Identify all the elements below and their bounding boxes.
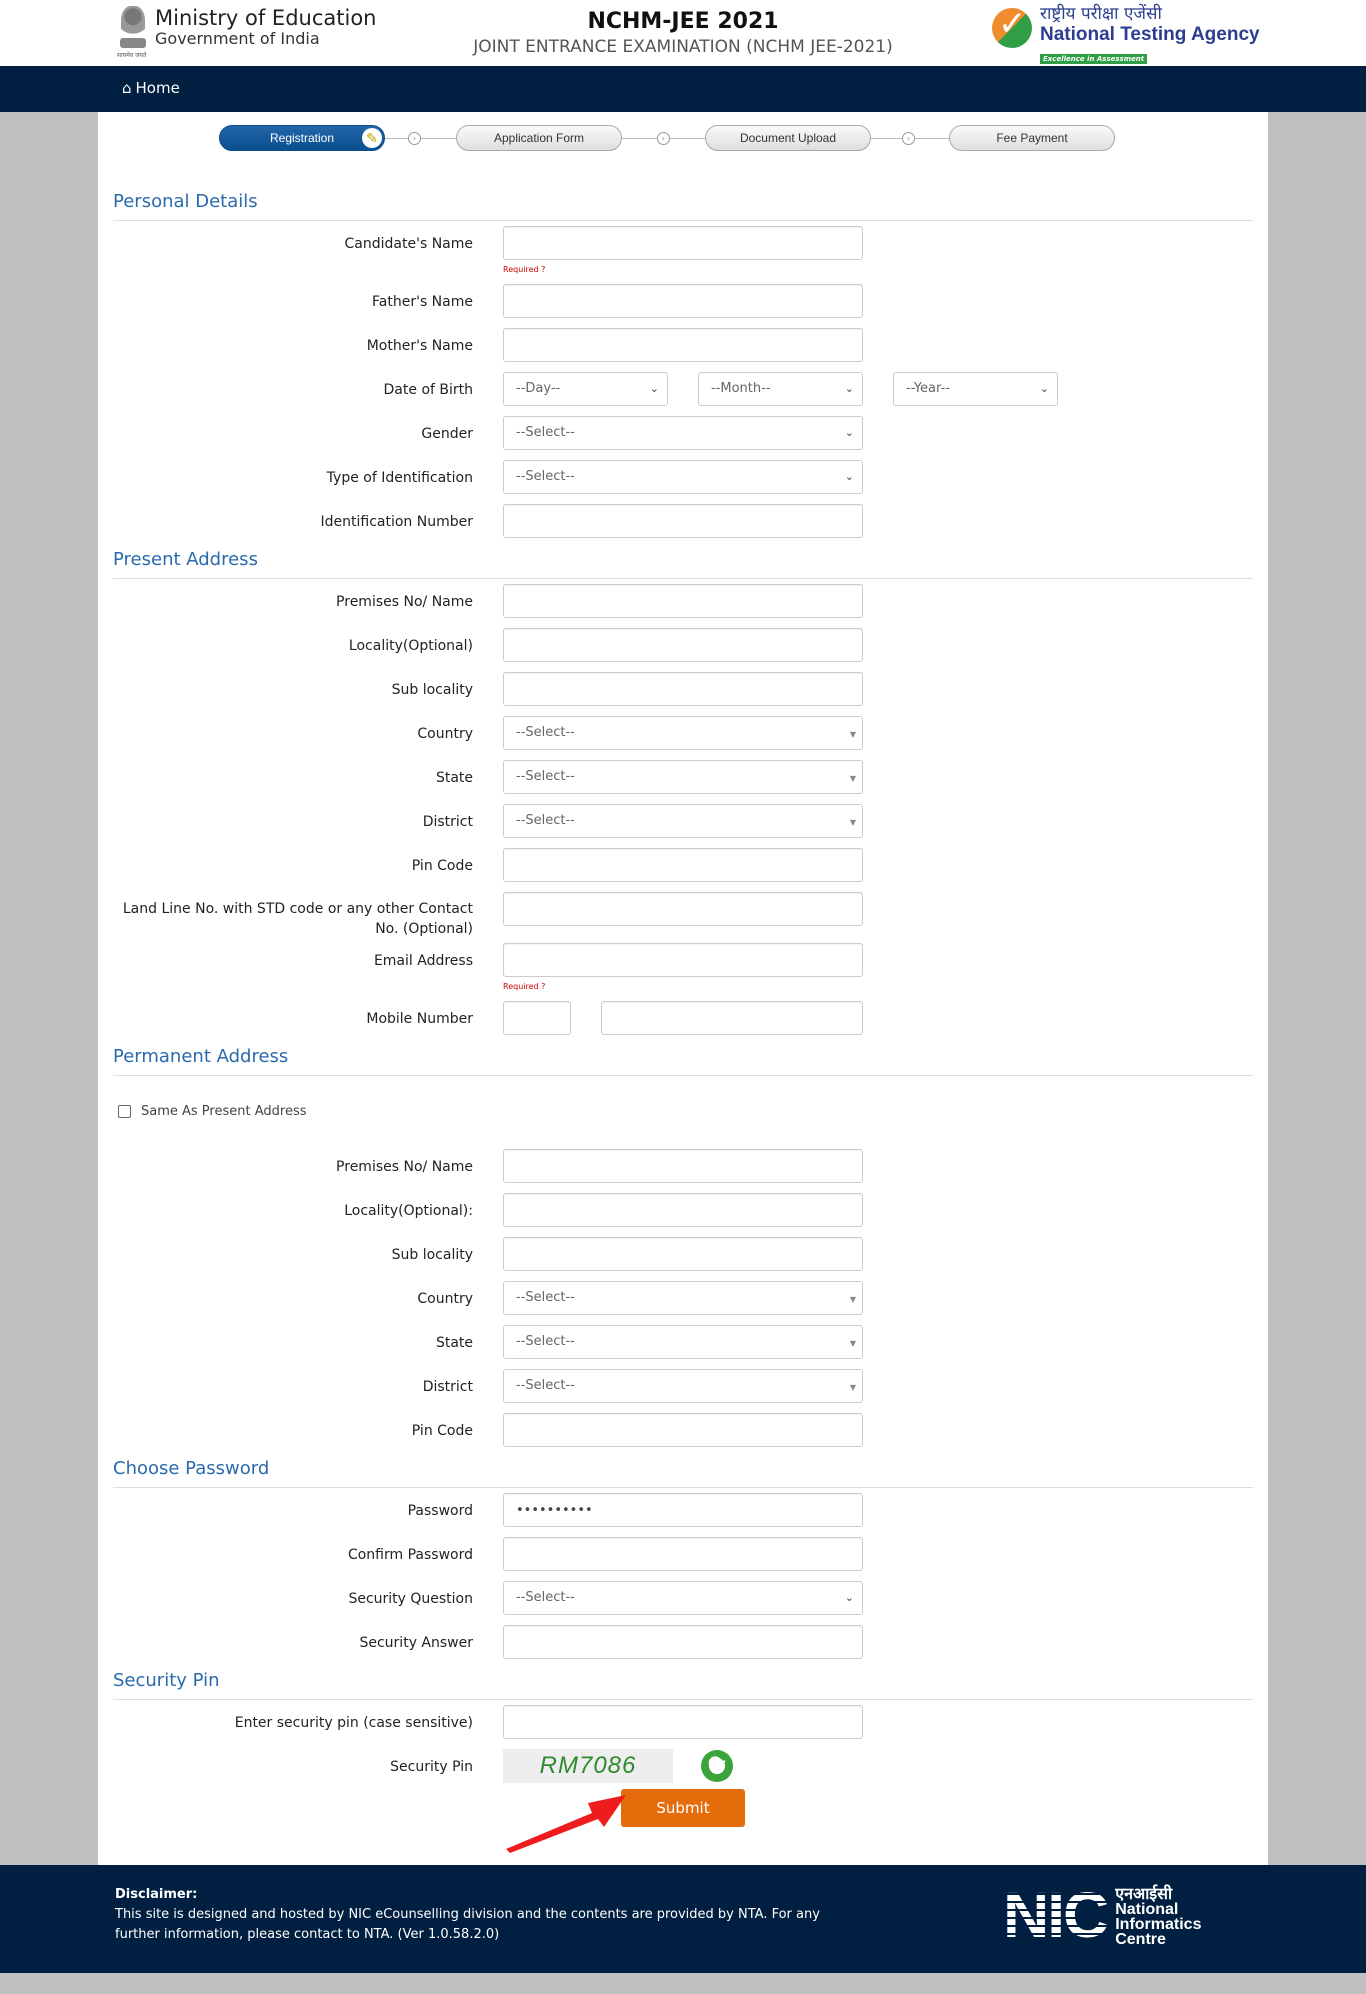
gender-value: --Select-- xyxy=(516,425,575,440)
email-required-msg: Required ? xyxy=(503,982,546,991)
enter-security-pin-label: Enter security pin (case sensitive) xyxy=(234,1715,473,1731)
disclaimer xyxy=(115,1885,835,1945)
father-name-label: Father's Name xyxy=(372,294,473,310)
form-row-permanent-state xyxy=(98,1325,1268,1359)
present-pin-label: Pin Code xyxy=(411,858,473,874)
form-row-dob xyxy=(98,372,1268,406)
chevron-down-icon: ⌄ xyxy=(844,382,854,395)
caret-down-icon: ▼ xyxy=(849,774,856,783)
email-input[interactable] xyxy=(503,943,863,977)
mobile-country-code-input[interactable] xyxy=(503,1001,571,1035)
present-state-value: --Select-- xyxy=(516,769,575,784)
dob-day-select[interactable] xyxy=(503,372,668,406)
chevron-down-icon: ⌄ xyxy=(844,470,854,483)
dob-year-value: --Year-- xyxy=(906,381,950,396)
same-as-present-row xyxy=(118,1104,1268,1119)
present-district-label: District xyxy=(422,814,473,830)
email-label: Email Address xyxy=(373,953,473,969)
mother-name-input[interactable] xyxy=(503,328,863,362)
form-row-security-question xyxy=(98,1581,1268,1615)
form-row-permanent-sub-locality xyxy=(98,1237,1268,1271)
section-present-address: Present Address xyxy=(113,548,1253,579)
form-row-id-type xyxy=(98,460,1268,494)
progress-steps xyxy=(98,112,1268,178)
form-row-captcha xyxy=(98,1749,1268,1783)
permanent-country-label: Country xyxy=(417,1291,473,1307)
caret-down-icon: ▼ xyxy=(849,1383,856,1392)
top-navbar xyxy=(0,66,1366,112)
nic-name-line1: National xyxy=(1115,1901,1179,1918)
security-question-label: Security Question xyxy=(348,1591,473,1607)
step-label: Fee Payment xyxy=(996,131,1068,145)
chevron-right-circle-icon: › xyxy=(657,132,670,145)
section-security-pin: Security Pin xyxy=(113,1669,1253,1700)
step-label: Document Upload xyxy=(739,131,837,145)
chevron-right-circle-icon: › xyxy=(408,132,421,145)
permanent-locality-label: Locality(Optional): xyxy=(344,1203,473,1219)
step-label: Application Form xyxy=(493,131,585,145)
father-name-input[interactable] xyxy=(503,284,863,318)
form-row-landline xyxy=(98,892,1268,939)
form-row-gender xyxy=(98,416,1268,450)
section-personal-details: Personal Details xyxy=(113,190,1253,221)
dob-day-value: --Day-- xyxy=(516,381,561,396)
section-permanent-address: Permanent Address xyxy=(113,1045,1253,1076)
form-row-permanent-pin xyxy=(98,1413,1268,1447)
id-type-label: Type of Identification xyxy=(326,470,473,486)
dob-month-value: --Month-- xyxy=(711,381,771,396)
step-registration[interactable] xyxy=(219,125,385,151)
present-country-value: --Select-- xyxy=(516,725,575,740)
section-choose-password: Choose Password xyxy=(113,1457,1253,1488)
nic-name-line3: Centre xyxy=(1115,1931,1166,1948)
nta-check-logo-icon xyxy=(992,8,1032,48)
caret-down-icon: ▼ xyxy=(849,730,856,739)
present-pin-input[interactable] xyxy=(503,848,863,882)
landline-input[interactable] xyxy=(503,892,863,926)
form-row-candidate-name xyxy=(98,226,1268,275)
step-document-upload[interactable] xyxy=(705,125,871,151)
present-state-select[interactable] xyxy=(503,760,863,794)
permanent-premises-input[interactable] xyxy=(503,1149,863,1183)
mother-name-label: Mother's Name xyxy=(366,338,473,354)
gender-select[interactable] xyxy=(503,416,863,450)
submit-button[interactable]: Submit xyxy=(621,1789,745,1827)
candidate-name-input[interactable] xyxy=(503,226,863,260)
present-locality-input[interactable] xyxy=(503,628,863,662)
id-type-select[interactable] xyxy=(503,460,863,494)
landline-label xyxy=(98,899,473,939)
present-district-select[interactable] xyxy=(503,804,863,838)
nav-home-label: Home xyxy=(135,79,180,97)
permanent-locality-input[interactable] xyxy=(503,1193,863,1227)
form-row-father-name xyxy=(98,284,1268,318)
permanent-district-select[interactable] xyxy=(503,1369,863,1403)
permanent-district-label: District xyxy=(422,1379,473,1395)
permanent-pin-label: Pin Code xyxy=(411,1423,473,1439)
refresh-captcha-icon[interactable]: ⟳ xyxy=(701,1750,733,1782)
form-row-present-district xyxy=(98,804,1268,838)
registration-form xyxy=(98,112,1268,1865)
disclaimer-text: This site is designed and hosted by NIC eCounselling division and the contents are provided by NTA. For any further information, please contact to NTA. (Ver 1.0.58.2.0) xyxy=(115,1907,820,1942)
same-as-present-checkbox[interactable] xyxy=(118,1105,131,1118)
permanent-country-select[interactable] xyxy=(503,1281,863,1315)
form-row-present-pin xyxy=(98,848,1268,882)
exam-subtitle: JOINT ENTRANCE EXAMINATION (NCHM JEE-2021) xyxy=(473,37,893,57)
permanent-pin-input[interactable] xyxy=(503,1413,863,1447)
form-row-confirm-password xyxy=(98,1537,1268,1571)
site-footer xyxy=(0,1865,1366,1973)
permanent-premises-label: Premises No/ Name xyxy=(336,1159,473,1175)
nic-name-line2: Informatics xyxy=(1115,1916,1202,1933)
present-sub-locality-input[interactable] xyxy=(503,672,863,706)
landline-label-line2: No. (Optional) xyxy=(375,921,473,937)
form-row-present-state xyxy=(98,760,1268,794)
security-question-select[interactable] xyxy=(503,1581,863,1615)
security-question-value: --Select-- xyxy=(516,1590,575,1605)
chevron-down-icon: ⌄ xyxy=(649,382,659,395)
permanent-state-label: State xyxy=(435,1335,473,1351)
mobile-number-input[interactable] xyxy=(601,1001,863,1035)
nav-home-link[interactable] xyxy=(122,79,180,97)
gender-label: Gender xyxy=(421,426,473,442)
pencil-icon: ✎ xyxy=(362,128,382,148)
security-answer-label: Security Answer xyxy=(359,1635,473,1651)
caret-down-icon: ▼ xyxy=(849,1295,856,1304)
step-fee-payment[interactable] xyxy=(949,125,1115,151)
id-type-value: --Select-- xyxy=(516,469,575,484)
nta-logo-block xyxy=(992,4,1260,65)
confirm-password-label: Confirm Password xyxy=(347,1547,473,1563)
nta-english-name: National Testing Agency xyxy=(1040,24,1260,45)
nic-hindi-name: एनआईसी xyxy=(1115,1886,1173,1903)
password-label: Password xyxy=(407,1503,473,1519)
exam-title: NCHM-JEE 2021 xyxy=(587,9,779,34)
permanent-state-value: --Select-- xyxy=(516,1334,575,1349)
password-input[interactable] xyxy=(503,1493,863,1527)
present-locality-label: Locality(Optional) xyxy=(348,638,473,654)
landline-label-line1: Land Line No. with STD code or any other Contact xyxy=(122,901,473,917)
present-state-label: State xyxy=(435,770,473,786)
dob-year-select[interactable] xyxy=(893,372,1058,406)
submit-row xyxy=(98,1789,1268,1827)
form-row-present-sub-locality xyxy=(98,672,1268,706)
disclaimer-title: Disclaimer: xyxy=(115,1887,198,1902)
candidate-name-label: Candidate's Name xyxy=(344,236,473,252)
id-number-label: Identification Number xyxy=(320,514,473,530)
step-label: Registration xyxy=(269,131,335,145)
permanent-sub-locality-label: Sub locality xyxy=(391,1247,473,1263)
caret-down-icon: ▼ xyxy=(849,818,856,827)
permanent-sub-locality-input[interactable] xyxy=(503,1237,863,1271)
form-row-present-locality xyxy=(98,628,1268,662)
captcha-image: RM7086 xyxy=(503,1749,673,1783)
dob-label: Date of Birth xyxy=(383,382,473,398)
step-application-form[interactable] xyxy=(456,125,622,151)
form-row-id-number xyxy=(98,504,1268,538)
form-row-permanent-premises xyxy=(98,1149,1268,1183)
confirm-password-input[interactable] xyxy=(503,1537,863,1571)
form-row-email xyxy=(98,943,1268,992)
form-row-password xyxy=(98,1493,1268,1527)
permanent-state-select[interactable] xyxy=(503,1325,863,1359)
same-as-present-label[interactable]: Same As Present Address xyxy=(141,1104,307,1119)
nic-logo-mark: NIC xyxy=(1003,1879,1108,1951)
captcha-label: Security Pin xyxy=(390,1759,473,1775)
security-pin-input[interactable] xyxy=(503,1705,863,1739)
nta-tagline: Excellence in Assessment xyxy=(1040,54,1147,64)
form-row-permanent-locality xyxy=(98,1193,1268,1227)
form-row-mobile xyxy=(98,1001,1268,1035)
red-pointer-arrow-icon xyxy=(506,1793,626,1853)
candidate-name-required-msg: Required ? xyxy=(503,265,546,274)
form-row-enter-security-pin xyxy=(98,1705,1268,1739)
nic-logo-text xyxy=(1115,1887,1201,1947)
present-country-label: Country xyxy=(417,726,473,742)
emblem-motto: सत्यमेव जयते xyxy=(117,52,147,59)
present-sub-locality-label: Sub locality xyxy=(391,682,473,698)
form-row-permanent-country xyxy=(98,1281,1268,1315)
site-header xyxy=(0,0,1366,66)
chevron-down-icon: ⌄ xyxy=(844,426,854,439)
mobile-label: Mobile Number xyxy=(366,1011,473,1027)
security-answer-input[interactable] xyxy=(503,1625,863,1659)
chevron-right-circle-icon: › xyxy=(902,132,915,145)
form-row-present-premises xyxy=(98,584,1268,618)
ministry-name: Ministry of Education xyxy=(155,6,377,30)
form-row-mother-name xyxy=(98,328,1268,362)
form-row-present-country xyxy=(98,716,1268,750)
present-country-select[interactable] xyxy=(503,716,863,750)
home-icon: ⌂ xyxy=(122,79,132,97)
permanent-district-value: --Select-- xyxy=(516,1378,575,1393)
present-district-value: --Select-- xyxy=(516,813,575,828)
nta-hindi-name: राष्ट्रीय परीक्षा एजेंसी xyxy=(1040,4,1162,24)
id-number-input[interactable] xyxy=(503,504,863,538)
caret-down-icon: ▼ xyxy=(849,1339,856,1348)
dob-month-select[interactable] xyxy=(698,372,863,406)
chevron-down-icon: ⌄ xyxy=(844,1591,854,1604)
chevron-down-icon: ⌄ xyxy=(1039,382,1049,395)
nic-logo xyxy=(1003,1879,1202,1951)
present-premises-label: Premises No/ Name xyxy=(336,594,473,610)
form-row-security-answer xyxy=(98,1625,1268,1659)
present-premises-input[interactable] xyxy=(503,584,863,618)
government-name: Government of India xyxy=(155,29,320,48)
form-row-permanent-district xyxy=(98,1369,1268,1403)
permanent-country-value: --Select-- xyxy=(516,1290,575,1305)
